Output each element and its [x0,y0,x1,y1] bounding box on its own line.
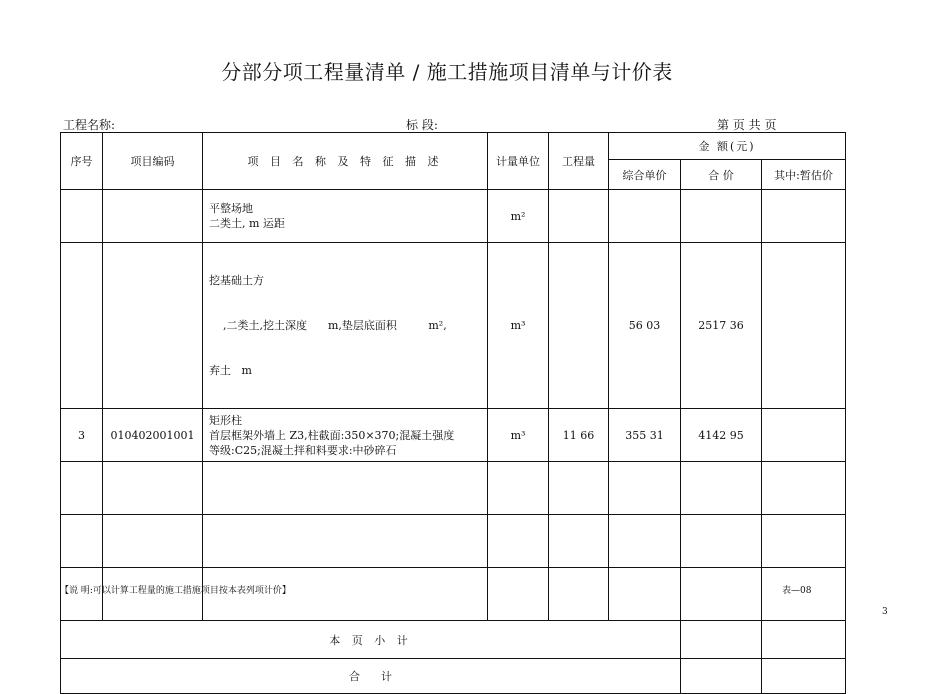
header-code: 项目编码 [103,133,203,190]
header-provisional: 其中:暂估价 [762,160,846,190]
project-name-label: 工程名称: [63,118,116,132]
row-seq [61,190,103,243]
page-title: 分部分项工程量清单 / 施工措施项目清单与计价表 [221,60,673,84]
row-total: 4142 95 [681,409,762,462]
row-quantity [549,190,609,243]
row-total: 2517 36 [681,243,762,409]
header-row-top [61,133,846,160]
description-line: 首层框架外墙上 Z3,柱截面:350×370;混凝土强度 [209,428,455,442]
row-unit-price [609,190,681,243]
description-line: 矩形柱 [209,413,242,427]
description-line: ,二类土,挖土深度 m,垫层底面积 m², [209,319,447,332]
table-row [61,243,846,409]
row-code [103,190,203,243]
subtotal-provisional [762,621,846,659]
description-line: 二类土, m 运距 [209,217,285,230]
row-total [681,190,762,243]
grand-total-provisional [762,659,846,694]
row-code [103,243,203,409]
footer-note: 【说 明:可以计算工程量的施工措施项目按本表列项计价】 [60,586,291,596]
table-row [61,190,846,243]
description-line: 等级:C25;混凝土拌和料要求:中砂碎石 [209,443,397,457]
grand-total-total [681,659,762,694]
description-line: 弃土 m [209,364,252,377]
row-seq [61,243,103,409]
table-row-empty [61,462,846,515]
row-unit: m³ [488,243,549,409]
description-line: 挖基础土方 [209,274,264,287]
row-provisional [762,243,846,409]
row-description [203,243,488,409]
table-row-empty [61,515,846,568]
row-provisional [762,190,846,243]
grand-total-label: 合 计 [61,659,681,694]
row-code: 010402001001 [103,409,203,462]
row-unit: m² [488,190,549,243]
row-quantity: 11 66 [549,409,609,462]
page-count-label: 第 页 共 页 [717,118,777,132]
row-description [203,409,488,462]
form-id: 表—08 [782,586,812,596]
page-number: 3 [882,607,888,617]
row-unit-price: 355 31 [609,409,681,462]
row-provisional [762,409,846,462]
header-unit-price: 综合单价 [609,160,681,190]
header-quantity: 工程量 [549,133,609,190]
header-seq: 序号 [61,133,103,190]
grand-total-row [61,659,846,694]
pricing-table [60,132,846,694]
header-unit: 计量单位 [488,133,549,190]
row-seq: 3 [61,409,103,462]
subtotal-total [681,621,762,659]
header-total: 合 价 [681,160,762,190]
description-line: 平整场地 [209,202,253,215]
row-quantity [549,243,609,409]
row-description [203,190,488,243]
section-label: 标 段: [406,118,438,132]
subtotal-label: 本 页 小 计 [61,621,681,659]
row-unit: m³ [488,409,549,462]
header-description: 项 目 名 称 及 特 征 描 述 [203,133,488,190]
row-unit-price: 56 03 [609,243,681,409]
table-row [61,409,846,462]
header-amount: 金 额(元) [609,133,846,160]
subtotal-row [61,621,846,659]
